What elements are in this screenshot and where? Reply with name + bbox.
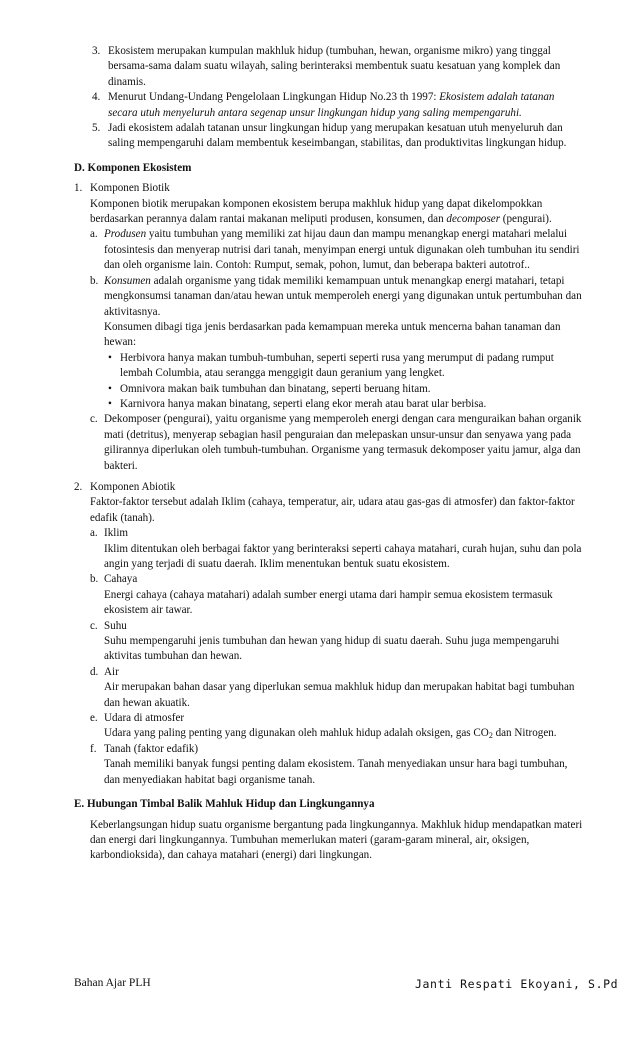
consumer-text-2: Konsumen dibagi tiga jenis berdasarkan pada kemampuan mereka untuk mencerna bahan tanaman dan hewan:: [104, 320, 561, 349]
bullet-item: [74, 397, 584, 412]
bullet-item: [74, 351, 584, 382]
abiotic-item-title: Tanah (faktor edafik): [104, 742, 199, 755]
bullet-text: Herbivora hanya makan tumbuh-tumbuhan, seperti seperti rusa yang merumput di padang rumput lembah Columbia, atau serangga menggigit daun geranium yang lengket.: [120, 351, 554, 380]
decomposer-text: Dekomposer (pengurai), yaitu organisme yang memperoleh energi dengan cara menguraikan bahan organik mati (detritus), menyerap sebagian hasil penguraian dan melepaskan unsur-unsur dan senyawa yang pada gilirannya diperlukan oleh tumbuh-tumbuhan. Organisme yang termasuk dekomposer yaitu jamur, alga dan bakteri.: [104, 413, 582, 472]
section-d-heading: D. Komponen Ekosistem: [74, 161, 192, 174]
list-item: [74, 121, 584, 152]
item-letter: e.: [90, 712, 98, 725]
abiotic-intro: Faktor-faktor tersebut adalah Iklim (cahaya, temperatur, air, udara atau gas-gas di atmosfer) dan faktor-faktor edafik (tanah).: [90, 496, 575, 524]
air-text: Udara yang paling penting yang digunakan oleh mahluk hidup adalah oksigen, gas CO: [104, 727, 489, 740]
biotic-intro-end: (pengurai).: [500, 213, 552, 226]
abiotic-item-title: Udara di atmosfer: [104, 712, 185, 725]
abiotic-item: [74, 526, 584, 572]
abiotic-item: [74, 742, 584, 788]
footer-author: Janti Respati Ekoyani, S.Pd: [415, 977, 619, 991]
footer-left: Bahan Ajar PLH: [74, 977, 151, 989]
item-letter: b.: [90, 573, 99, 586]
biotic-intro-text: Komponen biotik merupakan komponen ekosistem berupa makhluk hidup yang dapat dikelompokkan berdasarkan perannya dalam rantai makanan meliputi produsen, konsumen, dan: [90, 197, 543, 226]
item-letter: a.: [90, 527, 98, 540]
section-e-body: Keberlangsungan hidup suatu organisme bergantung pada lingkungannya. Makhluk hidup mendapatkan materi dan energi dari lingkungannya. Tumbuhan memerlukan materi (garam-garam mineral, air, oksigen, karbondioksida), dan cahaya matahari (energi) dari lingkungan.: [90, 818, 583, 862]
page-content: [74, 44, 584, 864]
section-number: 1.: [74, 182, 83, 195]
decomposer-term: decomposer: [446, 213, 501, 226]
list-item: [74, 44, 584, 90]
abiotic-title: Komponen Abiotik: [90, 480, 176, 493]
bullet-text: Omnivora makan baik tumbuhan dan binatang, seperti beruang hitam.: [120, 382, 431, 395]
air-text-end: dan Nitrogen.: [492, 727, 557, 740]
section-e-heading: E. Hubungan Timbal Balik Mahluk Hidup dan Lingkungannya: [74, 798, 375, 811]
item-letter: a.: [90, 228, 98, 241]
abiotic-component-section: [74, 480, 584, 526]
abiotic-item: [74, 619, 584, 665]
list-number: 3.: [92, 45, 101, 57]
biotic-title: Komponen Biotik: [90, 182, 170, 195]
ecosystem-definition-list: [74, 44, 584, 152]
section-number: 2.: [74, 480, 83, 493]
abiotic-item-title: Cahaya: [104, 573, 138, 586]
biotic-intro: [90, 197, 584, 228]
bullet-icon: •: [108, 382, 112, 395]
list-number: 4.: [92, 91, 101, 104]
item-letter: c.: [90, 619, 98, 632]
abiotic-item: [74, 711, 584, 742]
producer-item: [74, 227, 584, 273]
abiotic-item: [74, 665, 584, 711]
abiotic-item-title: Air: [104, 665, 119, 678]
abiotic-item-text: Iklim ditentukan oleh berbagai faktor yang berinteraksi seperti cahaya matahari, curah hujan, suhu dan pola angin yang terjadi di suatu daerah. Iklim menentukan bentuk suatu ekosistem.: [104, 542, 582, 570]
biotic-component-section: [74, 181, 584, 227]
bullet-text: Karnivora hanya makan binatang, seperti elang ekor merah atau barat ular berbisa.: [120, 397, 487, 410]
co2-subscript: 2: [488, 731, 493, 741]
item-letter: f.: [90, 742, 97, 755]
abiotic-item-text: Energi cahaya (cahaya matahari) adalah sumber energi utama dari hampir semua ekosistem termasuk ekosistem air tawar.: [104, 588, 553, 617]
item-letter: b.: [90, 274, 99, 287]
decomposer-item: [74, 412, 584, 474]
abiotic-item-text: Air merupakan bahan dasar yang diperlukan semua makhluk hidup dan merupakan habitat bagi tumbuhan dan hewan akuatik.: [104, 681, 575, 709]
list-item: [74, 90, 584, 121]
bullet-item: [74, 382, 584, 397]
list-text: Ekosistem merupakan kumpulan makhluk hidup (tumbuhan, hewan, organisme mikro) yang tinggal bersama-sama dalam suatu wilayah, saling berinteraksi membentuk suatu kesatuan yang komplek dan dinamis.: [108, 45, 561, 88]
producer-term: Produsen: [104, 228, 147, 241]
abiotic-item-title: Suhu: [104, 619, 127, 632]
list-text: Jadi ekosistem adalah tatanan unsur lingkungan hidup yang merupakan kesatuan utuh menyeluruh dan saling mempengaruhi dalam membentuk keseimbangan, stabilitas, dan produktivitas lingkungan hidup.: [108, 122, 567, 150]
bullet-icon: •: [108, 351, 112, 364]
abiotic-item-text: Suhu mempengaruhi jenis tumbuhan dan hewan yang hidup di suatu daerah. Suhu juga mempengaruhi aktivitas tumbuhan dan hewan.: [104, 635, 560, 663]
abiotic-item: [74, 572, 584, 618]
producer-text: yaitu tumbuhan yang memiliki zat hijau daun dan mampu menangkap energi matahari melalui fotosintesis dan menyerap nutrisi dari tanah, menyimpan energi untuk digunakan oleh tumbuhan itu sendiri dan oleh organisme lain. Contoh: Rumput, semak, pohon, lumut, dan beberapa bakteri autotrof..: [104, 228, 580, 272]
abiotic-item-title: Iklim: [104, 527, 129, 540]
bullet-icon: •: [108, 397, 112, 410]
item-letter: c.: [90, 413, 98, 426]
list-number: 5.: [92, 122, 101, 135]
law-definition-italic: Ekosistem adalah tatanan secara utuh menyeluruh antara segenap unsur lingkungan hidup yang saling mempengaruhi.: [108, 91, 555, 119]
consumer-text: adalah organisme yang tidak memiliki kemampuan untuk menangkap energi matahari, tetapi mengkonsumsi tanaman dan/atau hewan untuk memperoleh energi yang digunakan untuk pertumbuhan dan aktivitasnya.: [104, 274, 582, 318]
item-letter: d.: [90, 665, 99, 678]
list-text: Menurut Undang-Undang Pengelolaan Lingkungan Hidup No.23 th 1997:: [108, 91, 437, 104]
consumer-term: Konsumen: [104, 274, 151, 287]
abiotic-item-text: Tanah memiliki banyak fungsi penting dalam ekosistem. Tanah menyediakan unsur hara bagi tumbuhan, dan menyediakan habitat bagi organisme tanah.: [104, 758, 568, 786]
abiotic-item-text: [104, 726, 584, 741]
consumer-item: [74, 274, 584, 351]
